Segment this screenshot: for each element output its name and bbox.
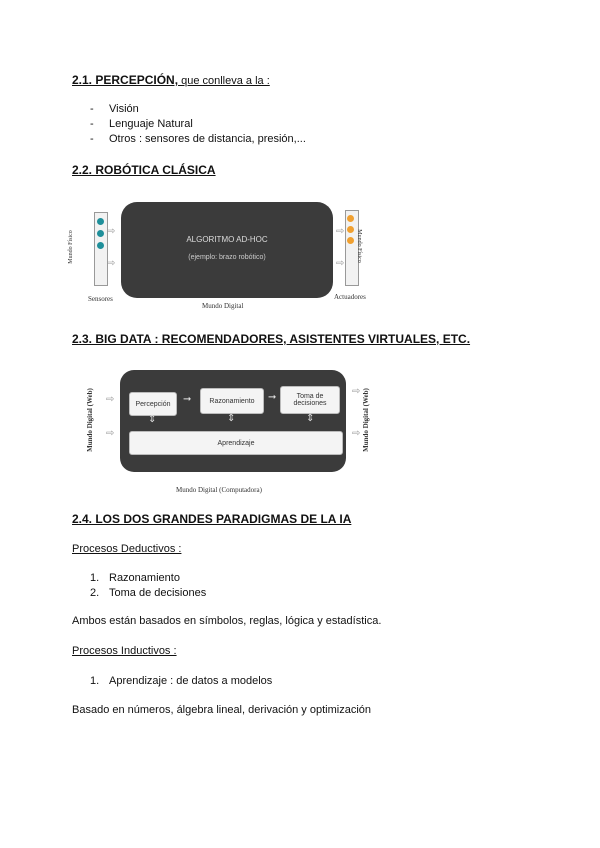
section-2-3-heading: 2.3. BIG DATA : RECOMENDADORES, ASISTENTES VIRTUALES, ETC. — [72, 332, 471, 346]
deductive-label: Procesos Deductivos : — [72, 543, 182, 555]
actuators-label: Actuadores — [334, 293, 366, 301]
left-vertical-label: Mundo Físico — [67, 230, 74, 264]
arrow-icon: ⇨ — [336, 258, 345, 269]
algorithm-subtitle: (ejemplo: brazo robótico) — [188, 254, 266, 261]
section-2-4-heading: 2.4. LOS DOS GRANDES PARADIGMAS DE LA IA — [72, 512, 352, 526]
list-item: 2. Toma de decisiones — [90, 587, 207, 599]
heading-rest: que conlleva a la : — [178, 75, 270, 87]
reasoning-box: Razonamiento — [200, 388, 264, 414]
actuator-dot — [347, 226, 354, 233]
bigdata-diagram — [86, 366, 386, 498]
sensor-dot — [97, 242, 104, 249]
algorithm-title: ALGORITMO AD-HOC — [186, 235, 268, 244]
section-2-2-heading: 2.2. ROBÓTICA CLÁSICA — [72, 163, 216, 177]
updown-arrow-icon: ⇕ — [306, 413, 315, 424]
perception-box: Percepción — [129, 392, 177, 416]
list-item: - Visión — [90, 102, 306, 117]
inductive-label: Procesos Inductivos : — [72, 645, 177, 657]
deductive-list — [90, 571, 206, 601]
system-box — [120, 370, 346, 472]
decision-box: Toma de decisiones — [280, 386, 340, 414]
list-item-text: Razonamiento — [109, 572, 180, 584]
arrow-icon: ⇨ — [107, 258, 116, 269]
list-item-text: Toma de decisiones — [109, 587, 207, 599]
arrow-icon: ⇨ — [107, 226, 116, 237]
arrow-icon: ⇨ — [352, 428, 361, 439]
actuator-dot — [347, 237, 354, 244]
perception-list — [90, 102, 306, 147]
robotics-diagram — [67, 198, 392, 310]
left-vertical-label: Mundo Digital (Web) — [85, 388, 94, 452]
section-2-1-heading — [72, 73, 270, 87]
sensor-dot — [97, 230, 104, 237]
arrow-icon: ⇨ — [336, 226, 345, 237]
arrow-icon: ➞ — [268, 392, 277, 403]
list-item: 1. Aprendizaje : de datos a modelos — [90, 675, 273, 687]
arrow-icon: ⇨ — [352, 386, 361, 397]
bottom-label: Mundo Digital (Computadora) — [176, 486, 262, 494]
arrow-icon: ➞ — [183, 394, 192, 405]
arrow-icon: ⇨ — [106, 428, 115, 439]
list-item: - Lenguaje Natural — [90, 117, 306, 132]
algorithm-box — [121, 202, 333, 298]
inductive-text: Basado en números, álgebra lineal, derivación y optimización — [72, 704, 372, 716]
heading-text: 2.1. PERCEPCIÓN, — [72, 73, 179, 87]
arrow-icon: ⇨ — [106, 394, 115, 405]
inductive-list — [90, 674, 272, 689]
right-vertical-label: Mundo Físico — [355, 229, 362, 263]
bottom-label: Mundo Digital — [202, 302, 244, 310]
list-item: - Otros : sensores de distancia, presión,... — [90, 132, 306, 147]
sensors-label: Sensores — [88, 295, 113, 303]
right-vertical-label: Mundo Digital (Web) — [361, 388, 370, 452]
list-item: 1. Razonamiento — [90, 572, 180, 584]
deductive-text: Ambos están basados en símbolos, reglas, lógica y estadística. — [72, 615, 382, 627]
sensor-dot — [97, 218, 104, 225]
list-item-text: Aprendizaje : de datos a modelos — [109, 675, 273, 687]
actuator-dot — [347, 215, 354, 222]
learning-box: Aprendizaje — [129, 431, 343, 455]
updown-arrow-icon: ⇕ — [148, 414, 157, 425]
updown-arrow-icon: ⇕ — [227, 413, 236, 424]
